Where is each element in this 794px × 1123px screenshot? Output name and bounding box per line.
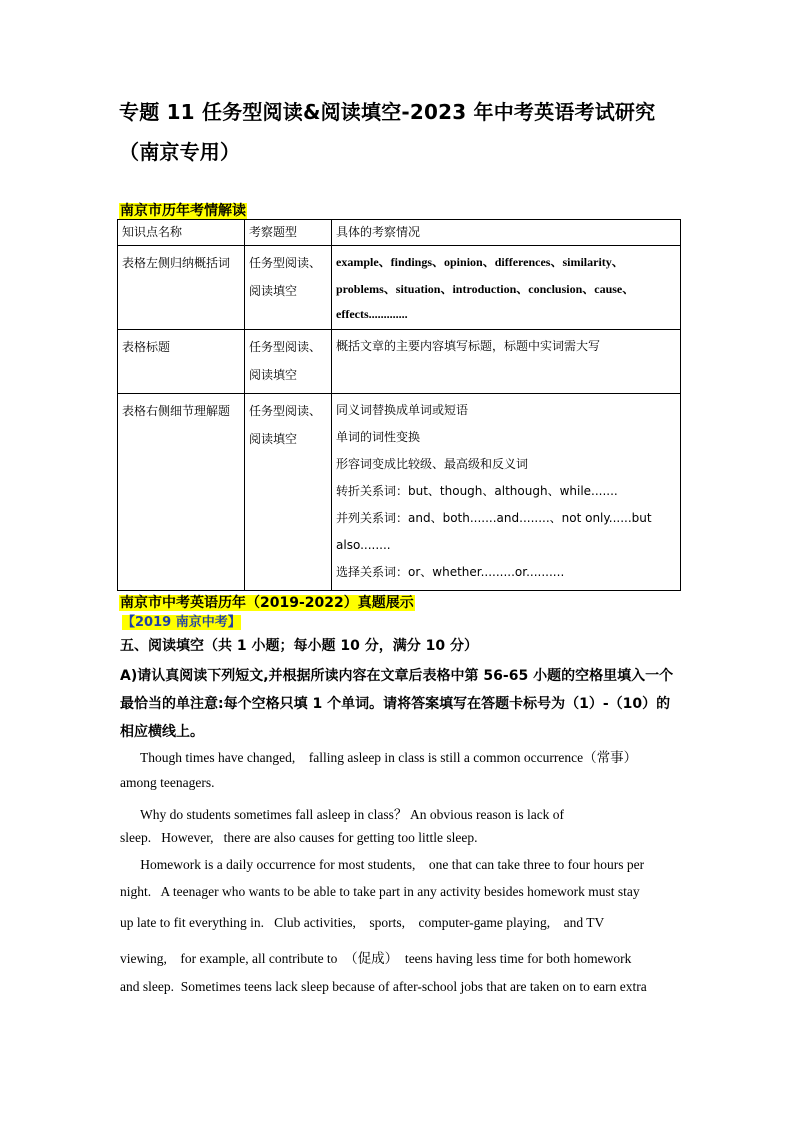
year-tag <box>122 611 241 630</box>
section-heading-text: 南京市中考英语历年（2019-2022）真题展示 <box>120 595 414 611</box>
table-cell-type: 任务型阅读、阅读填空 <box>245 394 332 591</box>
table-header-row <box>118 220 681 246</box>
table-cell-name: 表格右侧细节理解题 <box>118 394 245 591</box>
table-row <box>118 246 681 330</box>
passage-line: and sleep. Sometimes teens lack sleep because of after-school jobs that are taken on to earn extra <box>120 979 647 994</box>
exam-analysis-table <box>117 219 681 591</box>
detail-line: 单词的词性变换 <box>336 430 421 444</box>
detail-line: example、findings、opinion、differences、similarity、 <box>336 255 624 269</box>
passage-line: among teenagers. <box>120 775 215 790</box>
passage-line: Homework is a daily occurrence for most students, one that can take three to four hours per <box>120 857 645 872</box>
section-heading-exam-analysis <box>119 200 247 221</box>
table-cell-type: 任务型阅读、阅读填空 <box>245 330 332 394</box>
detail-line: effects............. <box>336 307 408 321</box>
passage-line: sleep. However, there are also causes for getting too little sleep. <box>120 830 478 845</box>
passage-line: up late to fit everything in. Club activities, sports, computer-game playing, and TV <box>120 915 605 930</box>
page-title: 专题 11 任务型阅读&阅读填空-2023 年中考英语考试研究（南京专用） <box>119 100 656 164</box>
detail-line: 概括文章的主要内容填写标题，标题中实词需大写 <box>336 339 601 353</box>
detail-line: problems、situation、introduction、conclusion、cause、 <box>336 282 635 296</box>
passage-line: Why do students sometimes fall asleep in class？ An obvious reason is lack of <box>120 807 565 822</box>
question-instruction: A)请认真阅读下列短文,并根据所读内容在文章后表格中第 56-65 小题的空格里填入一个最恰当的单注意:每个空格只填 1 个单词。请将答案填写在答题卡标号为（1）-（10）的相应横线上。 <box>120 668 674 740</box>
detail-line: 转折关系词：but、though、although、while....... <box>336 484 618 498</box>
table-row <box>118 330 681 394</box>
table-cell-type: 任务型阅读、阅读填空 <box>245 246 332 330</box>
question-title: 五、阅读填空（共 1 小题；每小题 10 分，满分 10 分） <box>120 638 478 654</box>
table-cell-details <box>332 330 681 394</box>
table-row <box>118 394 681 591</box>
table-cell-name: 表格左侧归纳概括词 <box>118 246 245 330</box>
table-header-cell: 知识点名称 <box>118 220 245 246</box>
section-heading-text: 南京市历年考情解读 <box>120 203 246 219</box>
passage-line: night. A teenager who wants to be able to take part in any activity besides homework must stay <box>120 884 640 899</box>
detail-line: 形容词变成比较级、最高级和反义词 <box>336 457 529 471</box>
detail-line: 选择关系词：or、whether.........or.......... <box>336 565 565 579</box>
table-header-cell: 考察题型 <box>245 220 332 246</box>
passage-line: Though times have changed, falling asleep in class is still a common occurrence（常事） <box>120 750 638 765</box>
detail-line: also........ <box>336 538 391 552</box>
detail-line: 并列关系词：and、both.......and........、not only......but <box>336 511 652 525</box>
section-heading-past-papers <box>119 592 415 613</box>
passage-line: viewing, for example, all contribute to （促成） teens having less time for both homework <box>120 951 632 966</box>
table-header-cell: 具体的考察情况 <box>332 220 681 246</box>
year-tag-text: 【2019 南京中考】 <box>122 615 241 630</box>
detail-line: 同义词替换成单词或短语 <box>336 403 469 417</box>
table-cell-details <box>332 394 681 591</box>
table-cell-name: 表格标题 <box>118 330 245 394</box>
table-cell-details <box>332 246 681 330</box>
